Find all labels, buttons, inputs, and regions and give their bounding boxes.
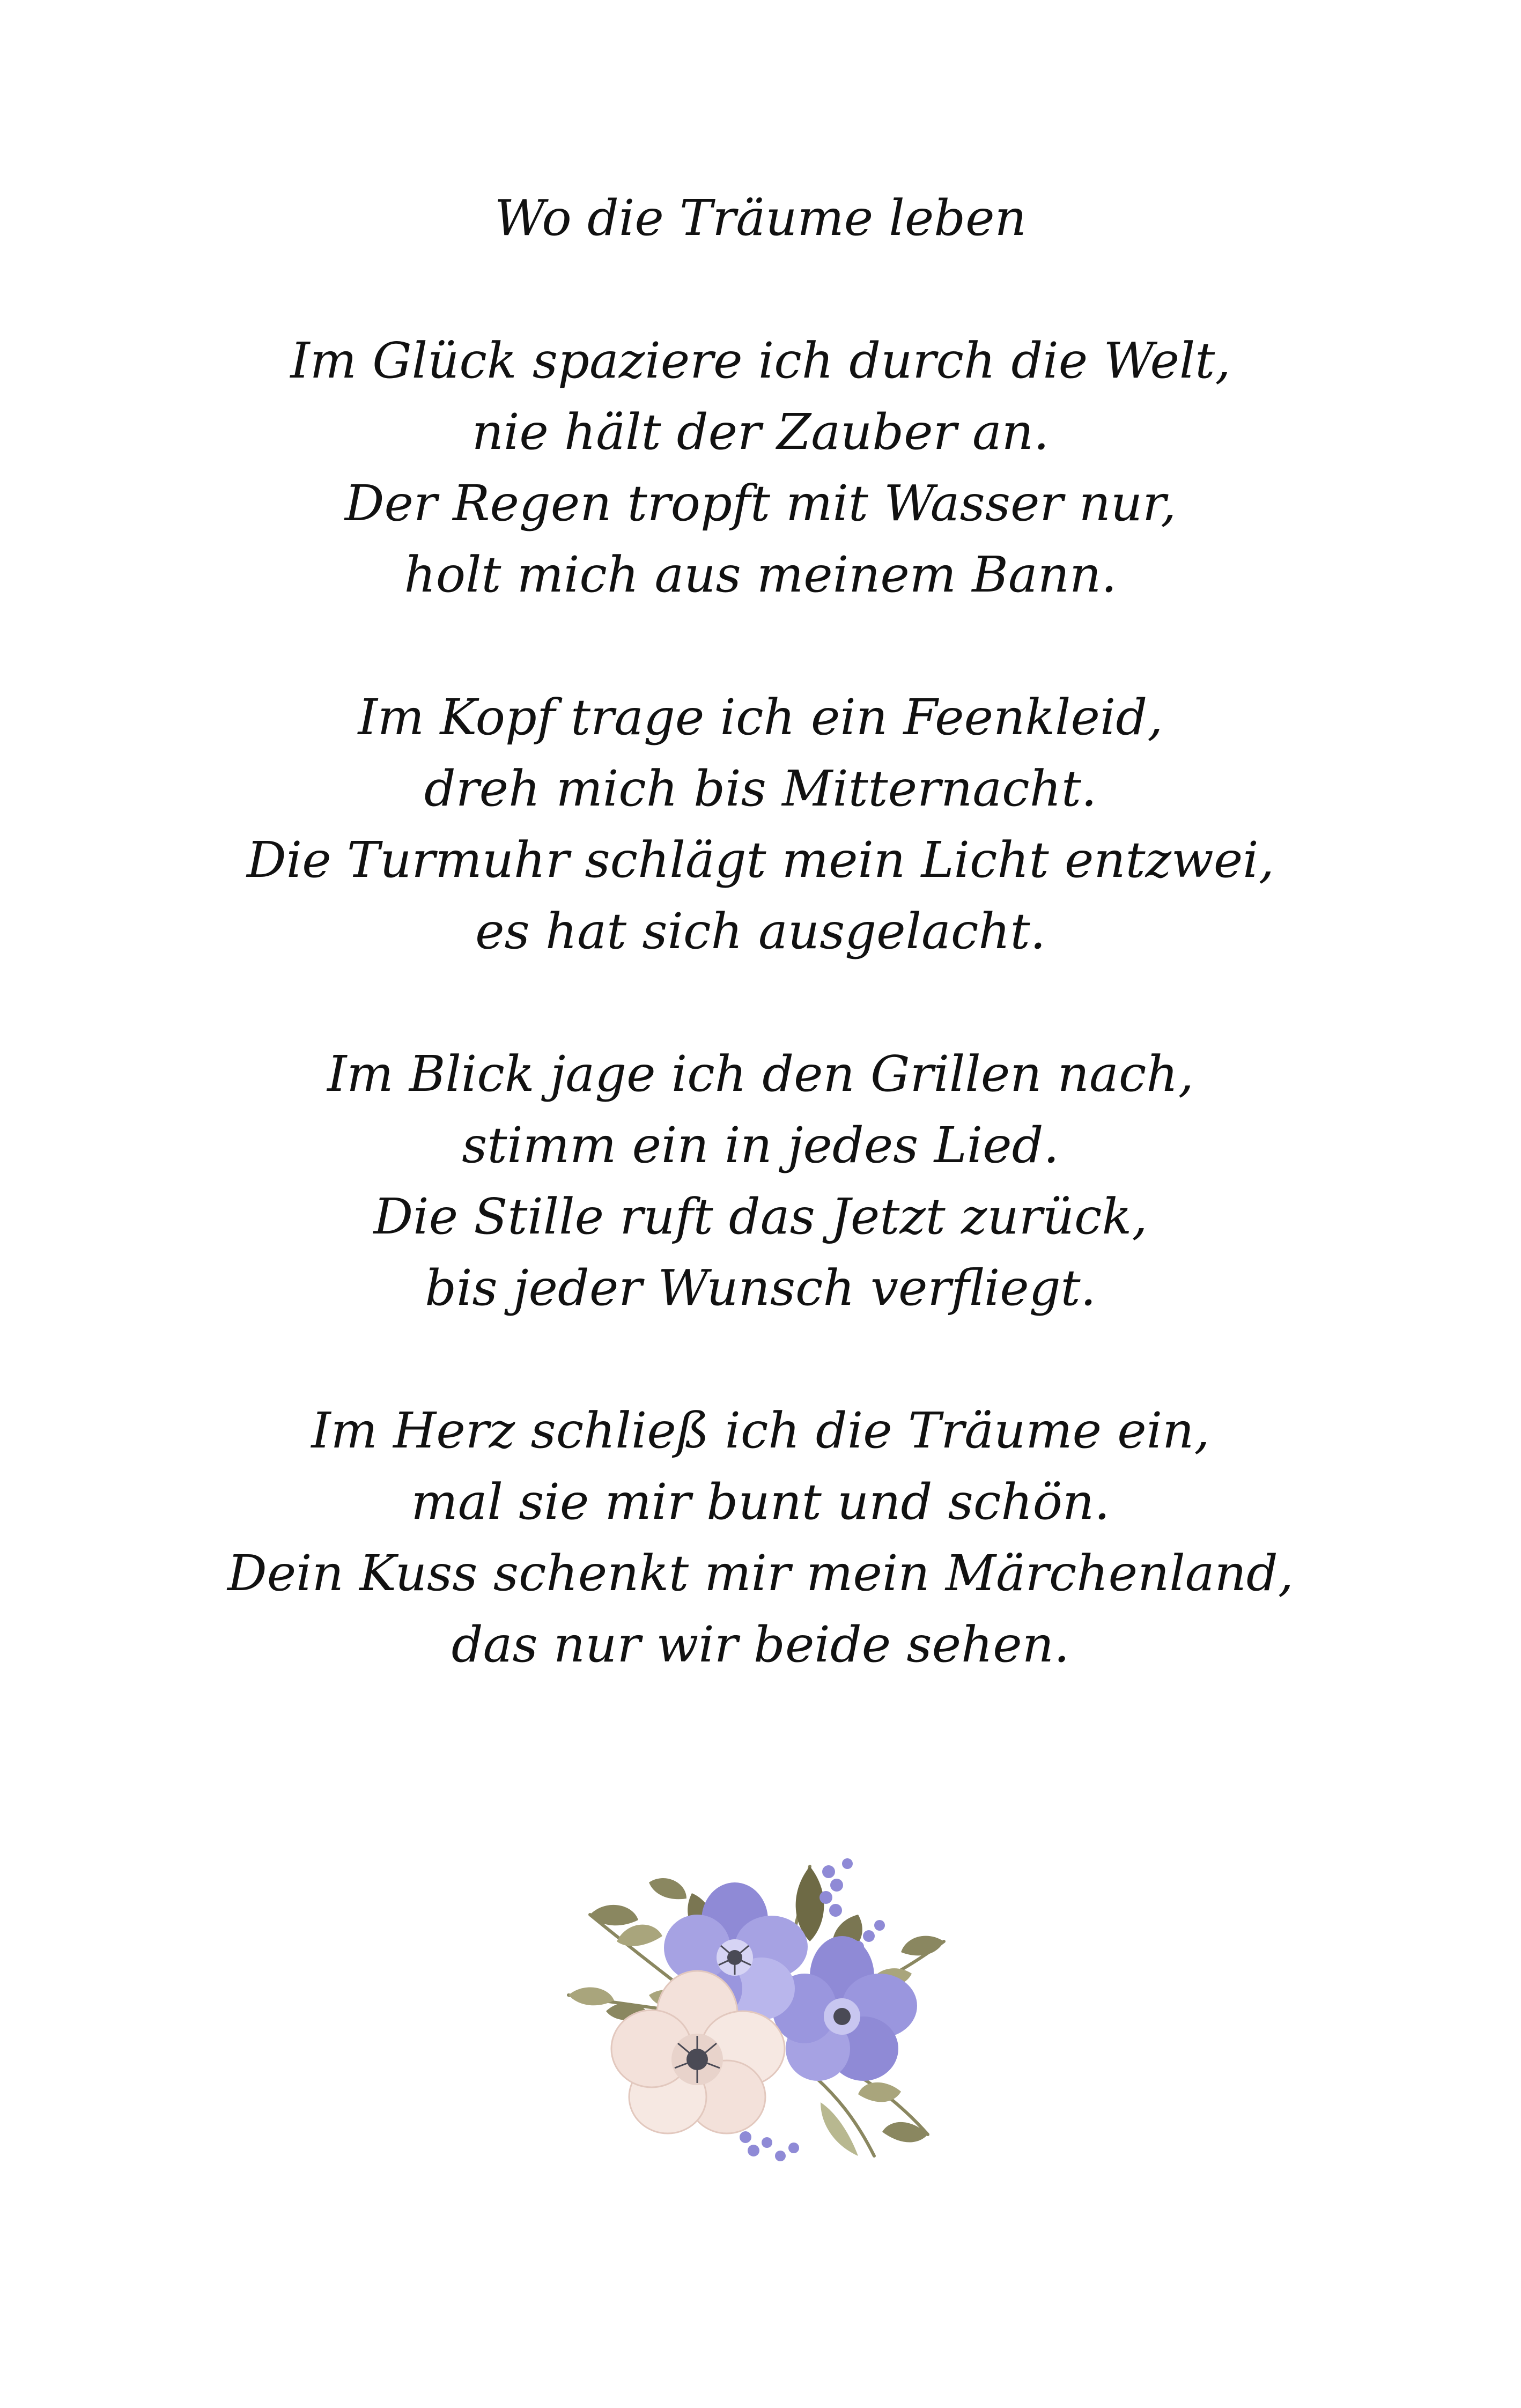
poem-line: Der Regen tropft mit Wasser nur, <box>344 475 1177 532</box>
poem-line: Im Glück spaziere ich durch die Welt, <box>290 332 1231 389</box>
poem-line: es hat sich ausgelacht. <box>475 903 1046 960</box>
poem-line: Dein Kuss schenkt mir mein Märchenland, <box>227 1545 1294 1602</box>
poem-title: Wo die Träume leben <box>494 189 1027 247</box>
poem-line: Im Herz schließ ich die Träume ein, <box>311 1402 1210 1459</box>
stanza-3 <box>0 1038 1521 1324</box>
poem-line: stimm ein in jedes Lied. <box>462 1117 1059 1174</box>
poem-line: Im Kopf trage ich ein Feenkleid, <box>358 689 1163 746</box>
poem-line: bis jeder Wunsch verfliegt. <box>425 1259 1096 1317</box>
stanza-2 <box>0 682 1521 967</box>
stanza-4 <box>0 1395 1521 1680</box>
floral-bouquet-icon <box>558 1834 976 2167</box>
poem-line: das nur wir beide sehen. <box>451 1616 1070 1673</box>
poem <box>0 182 1521 1752</box>
poem-line: mal sie mir bunt und schön. <box>411 1473 1110 1531</box>
stanza-1 <box>0 325 1521 610</box>
poem-line: holt mich aus meinem Bann. <box>404 546 1117 603</box>
poem-line: Die Turmuhr schlägt mein Licht entzwei, <box>247 831 1274 889</box>
poem-line: Im Blick jage ich den Grillen nach, <box>327 1045 1194 1103</box>
poem-line: nie hält der Zauber an. <box>471 403 1050 461</box>
poem-line: Die Stille ruft das Jetzt zurück, <box>373 1188 1148 1245</box>
poem-line: dreh mich bis Mitternacht. <box>424 760 1097 817</box>
